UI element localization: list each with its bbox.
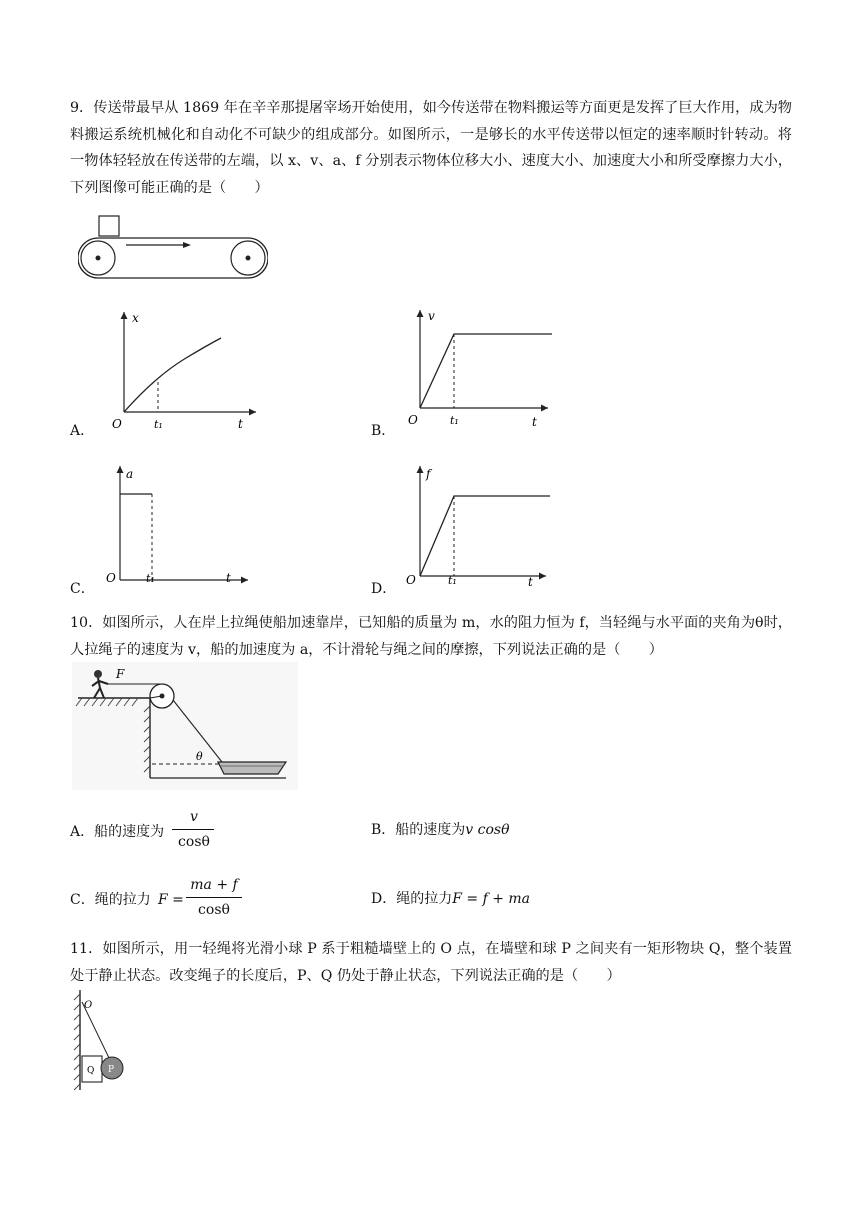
q10-option-a-denominator: cosθ <box>178 834 210 850</box>
q9-a-x-label: t <box>238 417 243 431</box>
q9-c-origin: O <box>106 571 116 585</box>
q9-c-x-label: t <box>226 571 231 585</box>
fraction-bar <box>186 897 242 898</box>
q10-option-c-numerator: ma + f <box>190 877 238 893</box>
q9-b-x-label: t <box>532 415 537 429</box>
q10-option-d-text: D．绳的拉力 <box>371 891 453 907</box>
wall-ball-figure <box>70 988 134 1092</box>
q9-option-a-letter[interactable]: A． <box>70 423 95 439</box>
q9-d-x-label: t <box>528 575 533 589</box>
q9-c-y-label: a <box>126 467 134 481</box>
q9-option-c-letter[interactable]: C． <box>70 581 95 597</box>
q10-option-c-denominator: cosθ <box>198 902 230 918</box>
q9-b-origin: O <box>408 413 418 427</box>
q10-option-a-text: A．船的速度为 <box>70 824 165 840</box>
q11-p-label: P <box>108 1065 115 1075</box>
q11-q-label: Q <box>87 1066 95 1076</box>
q9-option-d-graph <box>398 462 568 592</box>
q11-stem: 11．如图所示，用一轻绳将光滑小球 P 系于粗糙墙壁上的 O 点，在墙壁和球 P 之间夹有一矩形物块 Q，整个装置处于静止状态。改变绳子的长度后，P、Q 仍处于静止状态，下列说法正确的是（ ） <box>70 941 792 984</box>
fraction-bar <box>172 829 214 830</box>
q10-option-d-math: F = f + ma <box>452 891 531 907</box>
q9-option-b-graph <box>398 306 568 436</box>
q9-stem: 9．传送带最早从 1869 年在辛辛那提屠宰场开始使用，如今传送带在物料搬运等方面更是发挥了巨大作用，成为物料搬运系统机械化和自动化不可缺少的组成部分。如图所示，一是够长的水平传送带以恒定的速率顺时针转动。将一物体轻轻放在传送带的左端，以 x、v、a、f 分别表示物体位移大小、速度大小、加速度大小和所受摩擦力大小，下列图像可能正确的是（ ） <box>70 100 792 196</box>
q9-c-tick: t₁ <box>146 572 155 585</box>
q9-option-d-letter[interactable]: D． <box>371 581 397 597</box>
q10-option-a-numerator: v <box>190 809 198 825</box>
q9-option-c-graph <box>100 462 270 592</box>
q9-b-tick: t₁ <box>450 414 459 427</box>
q9-option-a-graph <box>96 306 266 436</box>
q10-stem: 10．如图所示，人在岸上拉绳使船加速靠岸，已知船的质量为 m，水的阻力恒为 f，当轻绳与水平面的夹角为θ时，人拉绳子的速度为 v，船的加速度为 a，不计滑轮与绳之间的摩擦，下列说法正确的是（ ） <box>70 615 792 658</box>
boat-pulley-figure <box>72 662 298 790</box>
q9-a-y-label: x <box>132 311 139 325</box>
q10-option-b[interactable] <box>371 821 510 839</box>
q9-a-tick: t₁ <box>154 418 163 431</box>
q10-option-b-math: v cosθ <box>465 822 510 838</box>
q9-option-b-letter[interactable]: B． <box>371 423 396 439</box>
q9-d-tick: t₁ <box>448 574 457 587</box>
q10-option-b-text: B．船的速度为 <box>371 822 466 838</box>
q10-force-label: F <box>116 667 125 681</box>
conveyor-belt-figure <box>78 215 268 285</box>
q9-a-origin: O <box>112 417 122 431</box>
q9-d-y-label: f <box>426 467 431 481</box>
q10-option-d[interactable] <box>371 890 530 908</box>
q9-b-y-label: v <box>428 309 435 323</box>
q11-o-label: O <box>84 1000 93 1011</box>
q10-angle-label: θ <box>196 750 203 763</box>
q9-d-origin: O <box>406 573 416 587</box>
q10-option-c-lhs: F = <box>158 892 184 908</box>
q10-option-c-text: C．绳的拉力 <box>70 892 151 908</box>
